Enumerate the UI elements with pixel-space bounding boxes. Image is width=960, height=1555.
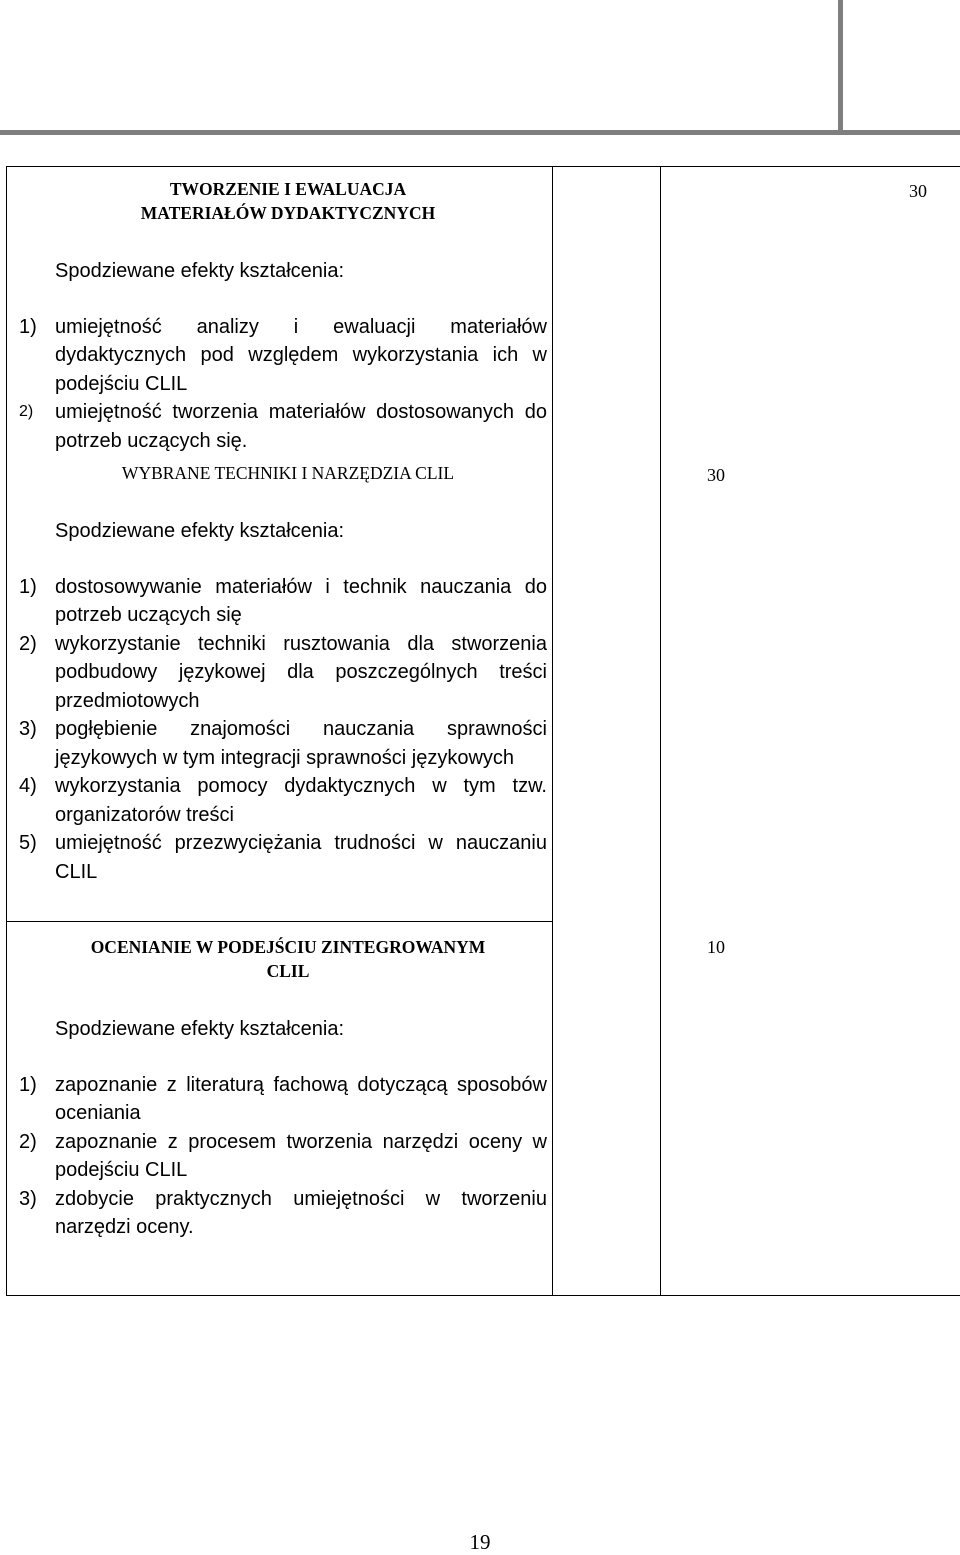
table-row-divider [7,921,552,922]
list-item: 5) umiejętność przezwyciężania trudności w nauczaniu CLIL [19,832,547,883]
outcomes-list [19,313,547,456]
module-hours: 30 [707,465,725,485]
table-column-divider-1 [552,167,553,1295]
list-item: 1) zapoznanie z literaturą fachową dotyczącą sposobów oceniania [19,1073,547,1124]
list-item: 2) zapoznanie z procesem tworzenia narzędzi oceny w podejściu CLIL [19,1130,547,1181]
outcomes-list [19,1071,547,1242]
header-line-3: I JĘZYKA ANGIELSKIEGO [315,61,541,82]
document-header-title [20,12,836,84]
module-hours: 30 [909,181,927,201]
module-materials [19,167,547,455]
module-subtitle: Spodziewane efekty kształcenia: [55,520,345,542]
module-hours: 10 [707,937,725,957]
page-number: 19 [469,1530,491,1554]
list-item: 4) wykorzystania pomocy dydaktycznych w tym tzw. organizatorów treści [19,775,547,826]
list-item: 2) umiejętność tworzenia materiałów dostosowanych do potrzeb uczących się. [19,401,547,452]
module-assessment [19,925,547,1242]
outcomes-list [19,573,547,887]
header-line-1: STUDIA PODYPLOMOWE DLA NAUCZYCIELI W ZAKRESIE [170,13,686,34]
curriculum-table [6,166,960,1296]
module-subtitle: Spodziewane efekty kształcenia: [55,1018,345,1040]
header-horizontal-rule [0,130,960,135]
table-column-divider-2 [660,167,661,1295]
list-item: 3) zdobycie praktycznych umiejętności w tworzeniu narzędzi oceny. [19,1187,547,1238]
header-line-2: ZINTEGROWANEGO NAUCZANIA PRZEDMIOTÓW NIEJĘZYKOWYCH [125,37,731,58]
module-title: TWORZENIE I EWALUACJA MATERIAŁÓW DYDAKTYCZNYCH [140,179,436,223]
header-vertical-rule [838,0,843,135]
list-item: 1) dostosowywanie materiałów i technik nauczania do potrzeb uczących się [19,575,547,626]
module-title: OCENIANIE W PODEJŚCIU ZINTEGROWANYM CLIL [90,937,486,981]
list-item: 3) pogłębienie znajomości nauczania sprawności językowych w tym integracji sprawności językowych [19,718,547,769]
header-year: 2012 [862,15,938,53]
module-title: WYBRANE TECHNIKI I NARZĘDZIA CLIL [121,463,455,483]
list-item: 2) wykorzystanie techniki rusztowania dla stworzenia podbudowy językowej dla poszczególnych treści przedmiotowych [19,632,547,712]
module-subtitle: Spodziewane efekty kształcenia: [55,260,345,282]
module-techniques [19,451,547,886]
list-item: 1) umiejętność analizy i ewaluacji materiałów dydaktycznych pod względem wykorzystania ich w podejściu CLIL [19,315,547,395]
